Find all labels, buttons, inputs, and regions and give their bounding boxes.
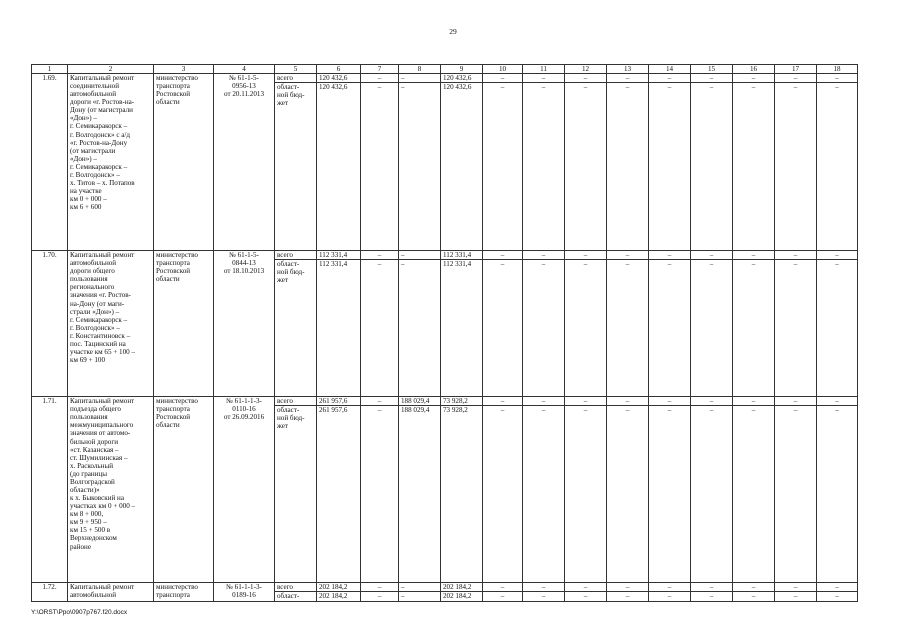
column-header: 11 [523, 65, 565, 74]
value-cell: – [565, 74, 607, 83]
customer-cell: министерство транспорта Ростовской области [154, 251, 214, 397]
value-cell: – [607, 406, 649, 583]
expertise-doc-cell: № 61-1-5- 0956-13 от 20.11.2013 [214, 74, 275, 251]
value-cell: – [565, 260, 607, 397]
value-cell: – [691, 260, 733, 397]
value-cell: 73 928,2 [441, 406, 483, 583]
value-cell: – [565, 397, 607, 406]
column-header: 12 [565, 65, 607, 74]
value-cell: – [775, 83, 817, 251]
object-name-cell: Капитальный ремонт автомобильной [68, 583, 154, 602]
value-cell: – [399, 74, 441, 83]
customer-cell: министерство транспорта Ростовской области [154, 74, 214, 251]
value-cell: – [649, 83, 691, 251]
value-cell: – [361, 592, 399, 602]
value-cell: – [361, 583, 399, 592]
value-cell: – [565, 83, 607, 251]
source-label-cell: всего [275, 251, 317, 260]
value-cell: – [649, 406, 691, 583]
value-cell: – [523, 406, 565, 583]
value-cell: – [607, 583, 649, 592]
expertise-doc-cell: № 61-1-5- 0844-13 от 18.10.2013 [214, 251, 275, 397]
column-header: 1 [32, 65, 68, 74]
expertise-doc-cell: № 61-1-1-3- 0110-16 от 26.09.2016 [214, 397, 275, 583]
source-label-cell: област- ной бюд- жет [275, 83, 317, 251]
value-cell: – [523, 260, 565, 397]
value-cell: – [817, 260, 858, 397]
value-cell: 202 184,2 [441, 583, 483, 592]
financing-table [31, 64, 858, 602]
value-cell: – [691, 406, 733, 583]
value-cell: – [733, 592, 775, 602]
value-cell: – [607, 251, 649, 260]
value-cell: – [649, 260, 691, 397]
value-cell: 120 432,6 [317, 74, 361, 83]
value-cell: 202 184,2 [441, 592, 483, 602]
customer-cell: министерство транспорта Ростовской области [154, 397, 214, 583]
table-row [32, 251, 858, 260]
value-cell: – [775, 260, 817, 397]
value-cell: – [607, 260, 649, 397]
object-name-cell: Капитальный ремонт подъезда общего пользования межмуниципального значения от автомо- бильной дороги «ст. Казанская – ст. Шумилинская – х. Раскольный (до границы Волгоградской области)» к х. Быковский на участках км 0 + 000 – км 8 + 000, км 9 + 950 – км 15 + 500 в Верхнедонском районе [68, 397, 154, 583]
column-header: 17 [775, 65, 817, 74]
value-cell: – [399, 251, 441, 260]
value-cell: – [523, 251, 565, 260]
value-cell: – [691, 397, 733, 406]
value-cell: 261 957,6 [317, 397, 361, 406]
source-label-cell: област- ной бюд- жет [275, 406, 317, 583]
value-cell: – [691, 583, 733, 592]
value-cell: – [399, 583, 441, 592]
row-number-cell: 1.72. [32, 583, 68, 602]
source-label-cell: област- ной бюд- жет [275, 260, 317, 397]
object-name-cell: Капитальный ремонт автомобильной дороги общего пользования регионального значения «г. Ростов- на-Дону (от маги- страли «Дон») – г. Семикаракорск – г. Волгодонск» – г. Константиновск – пос. Тацинский на участке км 65 + 100 – км 69 + 100 [68, 251, 154, 397]
value-cell: – [483, 251, 523, 260]
source-label-cell: всего [275, 583, 317, 592]
value-cell: 112 331,4 [441, 251, 483, 260]
value-cell: 120 432,6 [317, 83, 361, 251]
value-cell: – [361, 397, 399, 406]
value-cell: – [817, 592, 858, 602]
value-cell: 202 184,2 [317, 592, 361, 602]
value-cell: – [817, 251, 858, 260]
value-cell: – [361, 406, 399, 583]
header-row [32, 65, 858, 74]
value-cell: – [483, 83, 523, 251]
value-cell: – [523, 583, 565, 592]
source-label-cell: област- [275, 592, 317, 602]
value-cell: – [399, 592, 441, 602]
value-cell: 188 029,4 [399, 406, 441, 583]
column-header: 3 [154, 65, 214, 74]
value-cell: – [733, 397, 775, 406]
column-header: 6 [317, 65, 361, 74]
source-label-cell: всего [275, 74, 317, 83]
file-path-footer: Y:\ORST\Ppo\0907p767.f20.docx [31, 609, 128, 616]
table-row [32, 397, 858, 406]
column-header: 13 [607, 65, 649, 74]
value-cell: – [483, 260, 523, 397]
value-cell: – [565, 583, 607, 592]
value-cell: – [607, 592, 649, 602]
row-number-cell: 1.70. [32, 251, 68, 397]
column-header: 18 [817, 65, 858, 74]
value-cell: – [483, 397, 523, 406]
value-cell: – [523, 592, 565, 602]
value-cell: 73 928,2 [441, 397, 483, 406]
object-name-cell: Капитальный ремонт соединительной автомобильной дороги «г. Ростов-на- Дону (от магистрали «Дон») – г. Семикаракорск – г. Волгодонск» с а/д «г. Ростов-на-Дону (от магистрали «Дон») – г. Семикаракорск – г. Волгодонск» – х. Титов – х. Потапов на участке км 0 + 000 – км 6 + 600 [68, 74, 154, 251]
value-cell: – [733, 251, 775, 260]
customer-cell: министерство транспорта [154, 583, 214, 602]
column-header: 8 [399, 65, 441, 74]
table-row [32, 583, 858, 592]
value-cell: – [817, 83, 858, 251]
value-cell: – [691, 74, 733, 83]
value-cell: – [483, 406, 523, 583]
value-cell: – [817, 406, 858, 583]
value-cell: – [691, 251, 733, 260]
value-cell: – [607, 83, 649, 251]
value-cell: – [691, 592, 733, 602]
value-cell: – [565, 592, 607, 602]
value-cell: 120 432,6 [441, 83, 483, 251]
value-cell: – [733, 74, 775, 83]
value-cell: – [733, 83, 775, 251]
value-cell: – [733, 583, 775, 592]
value-cell: – [361, 251, 399, 260]
value-cell: – [817, 74, 858, 83]
value-cell: – [649, 397, 691, 406]
value-cell: – [733, 260, 775, 397]
value-cell: – [523, 74, 565, 83]
value-cell: 202 184,2 [317, 583, 361, 592]
value-cell: – [775, 583, 817, 592]
value-cell: – [649, 583, 691, 592]
value-cell: – [817, 397, 858, 406]
column-header: 10 [483, 65, 523, 74]
column-header: 15 [691, 65, 733, 74]
column-header: 7 [361, 65, 399, 74]
source-label-cell: всего [275, 397, 317, 406]
column-header: 4 [214, 65, 275, 74]
value-cell: – [607, 397, 649, 406]
value-cell: – [817, 583, 858, 592]
value-cell: – [361, 260, 399, 397]
value-cell: – [775, 397, 817, 406]
column-header: 14 [649, 65, 691, 74]
expertise-doc-cell: № 61-1-1-3- 0189-16 [214, 583, 275, 602]
value-cell: 112 331,4 [317, 251, 361, 260]
value-cell: – [649, 592, 691, 602]
value-cell: – [649, 251, 691, 260]
value-cell: – [775, 592, 817, 602]
value-cell: – [483, 592, 523, 602]
value-cell: – [399, 260, 441, 397]
column-header: 5 [275, 65, 317, 74]
value-cell: – [775, 74, 817, 83]
value-cell: 112 331,4 [317, 260, 361, 397]
value-cell: – [483, 583, 523, 592]
value-cell: 261 957,6 [317, 406, 361, 583]
value-cell: – [361, 74, 399, 83]
value-cell: 188 029,4 [399, 397, 441, 406]
value-cell: – [649, 74, 691, 83]
value-cell: – [565, 251, 607, 260]
column-header: 16 [733, 65, 775, 74]
value-cell: – [775, 251, 817, 260]
value-cell: – [523, 397, 565, 406]
row-number-cell: 1.71. [32, 397, 68, 583]
row-number-cell: 1.69. [32, 74, 68, 251]
value-cell: – [361, 83, 399, 251]
value-cell: – [565, 406, 607, 583]
value-cell: 120 432,6 [441, 74, 483, 83]
table-row [32, 74, 858, 83]
column-header: 9 [441, 65, 483, 74]
value-cell: – [483, 74, 523, 83]
column-header: 2 [68, 65, 154, 74]
value-cell: – [775, 406, 817, 583]
page-number: 29 [449, 27, 457, 36]
value-cell: – [733, 406, 775, 583]
value-cell: – [399, 83, 441, 251]
value-cell: – [523, 83, 565, 251]
value-cell: – [691, 83, 733, 251]
value-cell: 112 331,4 [441, 260, 483, 397]
value-cell: – [607, 74, 649, 83]
